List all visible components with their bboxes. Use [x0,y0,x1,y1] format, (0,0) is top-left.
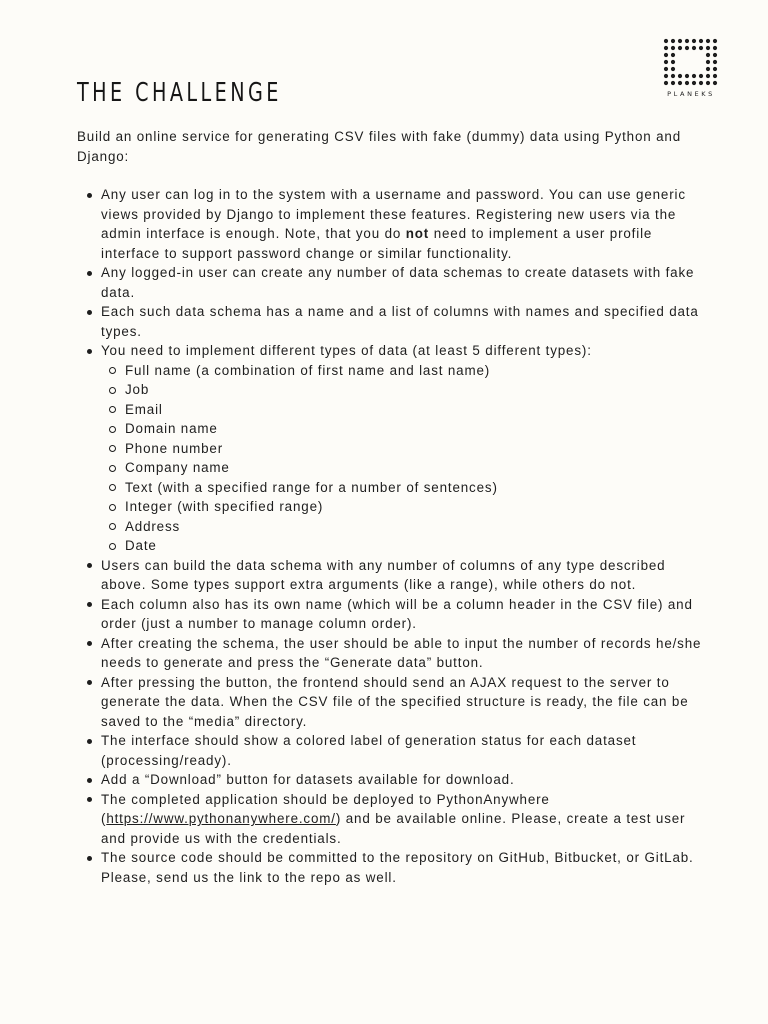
logo-dot [692,81,696,85]
sub-list-item: Text (with a specified range for a number of sentences) [101,478,707,498]
list-item: The completed application should be deployed to PythonAnywhere (https://www.pythonanywhere.com/) and be available online. Please, create a test user and provide us with the credentials. [77,790,707,849]
logo-dot [678,81,682,85]
logo-dot [664,74,668,78]
logo-dot [685,46,689,50]
list-item: Add a “Download” button for datasets available for download. [77,770,707,790]
logo-dot [671,60,675,64]
logo-dot [685,74,689,78]
sub-list-item: Company name [101,458,707,478]
list-item: Any user can log in to the system with a username and password. You can use generic views provided by Django to implement these features. Registering new users via the admin interface is enough. Note, that you do not need to implement a user profile interface to support password change or similar functionality. [77,185,707,263]
intro-paragraph: Build an online service for generating CSV files with fake (dummy) data using Python and Django: [77,129,682,164]
logo-dot [713,53,717,57]
page-title: THE CHALLENGE [77,78,282,108]
logo-dot [706,46,710,50]
data-types-list [101,361,707,556]
logo-dot [713,81,717,85]
sub-list-item: Phone number [101,439,707,459]
logo-dot [678,39,682,43]
logo-dot [713,74,717,78]
logo-dot [671,67,675,71]
list-item: Any logged-in user can create any number of data schemas to create datasets with fake data. [77,263,707,302]
dot-grid-logo-icon [663,38,719,86]
logo-dot [678,74,682,78]
list-item: The interface should show a colored label of generation status for each dataset (processing/ready). [77,731,707,770]
sub-list-item: Address [101,517,707,537]
emphasis-not: not [405,226,430,241]
logo-dot [671,46,675,50]
sub-list-item: Full name (a combination of first name and last name) [101,361,707,381]
logo-dot [706,39,710,43]
list-item: After pressing the button, the frontend should send an AJAX request to the server to generate the data. When the CSV file of the specified structure is ready, the file can be saved to the “media” directory. [77,673,707,732]
logo-dot [699,74,703,78]
sub-list-item: Email [101,400,707,420]
logo-dot [671,74,675,78]
logo-dot [664,53,668,57]
logo-dot [713,67,717,71]
logo-dot [678,46,682,50]
logo-dot [706,67,710,71]
logo-dot [692,74,696,78]
list-item: After creating the schema, the user should be able to input the number of records he/she needs to generate and press the “Generate data” button. [77,634,707,673]
list-item: Each such data schema has a name and a list of columns with names and specified data types. [77,302,707,341]
document-body [77,127,707,887]
logo-dot [664,60,668,64]
logo-dot [706,53,710,57]
requirements-list [77,185,707,887]
pythonanywhere-link[interactable]: https://www.pythonanywhere.com/ [106,811,336,826]
sub-list-item: Job [101,380,707,400]
logo-dot [664,81,668,85]
list-item: Users can build the data schema with any number of columns of any type described above. Some types support extra arguments (like a range), while others do not. [77,556,707,595]
logo-dot [692,46,696,50]
planeks-logo [663,38,719,98]
logo-dot [706,74,710,78]
logo-dot [713,60,717,64]
logo-dot [706,81,710,85]
logo-dot [713,39,717,43]
logo-dot [699,46,703,50]
logo-dot [685,81,689,85]
logo-dot [713,46,717,50]
logo-text: PLANEKS [667,90,715,98]
logo-dot [664,67,668,71]
sub-list-item: Date [101,536,707,556]
logo-dot [671,53,675,57]
list-item: You need to implement different types of data (at least 5 different types): Full name (a combination of first name and last name) Job Email Domain name Phone number Company name Text (with a specified range for a number of sentences) Integer (with specified range) Address Date [77,341,707,556]
logo-dot [671,39,675,43]
logo-dot [671,81,675,85]
logo-dot [692,39,696,43]
list-item: The source code should be committed to the repository on GitHub, Bitbucket, or GitLab. Please, send us the link to the repo as well. [77,848,707,887]
list-item: Each column also has its own name (which will be a column header in the CSV file) and order (just a number to manage column order). [77,595,707,634]
logo-dot [685,39,689,43]
logo-dot [706,60,710,64]
logo-dot [699,39,703,43]
sub-list-item: Integer (with specified range) [101,497,707,517]
logo-dot [699,81,703,85]
logo-dot [664,46,668,50]
logo-dot [664,39,668,43]
sub-list-item: Domain name [101,419,707,439]
